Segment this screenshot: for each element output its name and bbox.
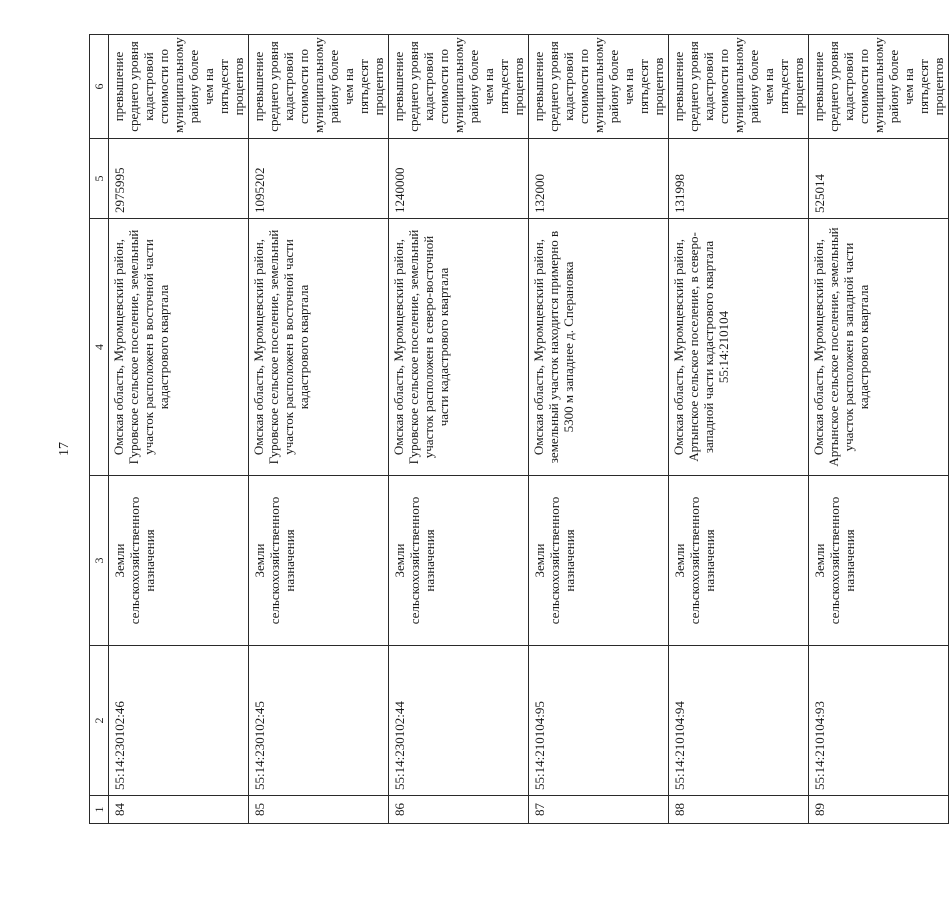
row-number: 84 — [109, 796, 249, 824]
cadastral-value: 2975995 — [109, 139, 249, 219]
plot-location: Омская область, Муромцевский район, земельный участок находится примерно в 5300 м западнее д. Сперановка — [529, 219, 669, 476]
land-category: Земли сельскохозяйственного назначения — [249, 476, 389, 646]
column-number: 1 — [90, 796, 109, 824]
cadastral-number: 55:14:210104:95 — [529, 646, 669, 796]
column-number: 3 — [90, 476, 109, 646]
cadastral-value: 1095202 — [249, 139, 389, 219]
cadastral-number: 55:14:230102:46 — [109, 646, 249, 796]
column-number-row — [90, 35, 109, 824]
cadastral-number: 55:14:210104:94 — [669, 646, 809, 796]
cadastral-value: 132000 — [529, 139, 669, 219]
revision-reason: превышение среднего уровня кадастровой стоимости по муниципальному району более чем на пятьдесят процентов — [249, 35, 389, 139]
column-number: 2 — [90, 646, 109, 796]
column-number: 5 — [90, 139, 109, 219]
table-row — [809, 35, 949, 824]
cadastral-value: 525014 — [809, 139, 949, 219]
cadastral-value: 131998 — [669, 139, 809, 219]
land-category: Земли сельскохозяйственного назначения — [809, 476, 949, 646]
cadastral-value: 1240000 — [389, 139, 529, 219]
page-number: 17 — [57, 442, 72, 456]
revision-reason: превышение среднего уровня кадастровой стоимости по муниципальному району более чем на пятьдесят процентов — [529, 35, 669, 139]
land-category: Земли сельскохозяйственного назначения — [669, 476, 809, 646]
land-category: Земли сельскохозяйственного назначения — [109, 476, 249, 646]
cadastral-number: 55:14:210104:93 — [809, 646, 949, 796]
land-plots-table — [89, 34, 949, 824]
row-number: 86 — [389, 796, 529, 824]
plot-location: Омская область, Муромцевский район, Гуровское сельское поселение, земельный участок расположен в восточной части кадастрового квартала — [109, 219, 249, 476]
revision-reason: превышение среднего уровня кадастровой стоимости по муниципальному району более чем на пятьдесят процентов — [669, 35, 809, 139]
row-number: 87 — [529, 796, 669, 824]
revision-reason: превышение среднего уровня кадастровой стоимости по муниципальному району более чем на пятьдесят процентов — [389, 35, 529, 139]
row-number: 88 — [669, 796, 809, 824]
cadastral-number: 55:14:230102:44 — [389, 646, 529, 796]
rotated-page-content — [89, 35, 946, 824]
table-row — [529, 35, 669, 824]
land-category: Земли сельскохозяйственного назначения — [389, 476, 529, 646]
table-row — [669, 35, 809, 824]
plot-location: Омская область, Муромцевский район, Гуровское сельское поселение, земельный участок расположен в восточной части кадастрового квартала — [249, 219, 389, 476]
column-number: 4 — [90, 219, 109, 476]
table-row — [389, 35, 529, 824]
land-category: Земли сельскохозяйственного назначения — [529, 476, 669, 646]
row-number: 89 — [809, 796, 949, 824]
plot-location: Омская область, Муромцевский район, Артынское сельское поселение, в северо-западной части кадастрового квартала 55:14:210104 — [669, 219, 809, 476]
column-number: 6 — [90, 35, 109, 139]
revision-reason: превышение среднего уровня кадастровой стоимости по муниципальному району более чем на пятьдесят процентов — [109, 35, 249, 139]
plot-location: Омская область, Муромцевский район, Артынское сельское поселение, земельный участок расположен в западной части кадастрового квартала — [809, 219, 949, 476]
table-row — [249, 35, 389, 824]
cadastral-number: 55:14:230102:45 — [249, 646, 389, 796]
revision-reason: превышение среднего уровня кадастровой стоимости по муниципальному району более чем на пятьдесят процентов — [809, 35, 949, 139]
table-row — [109, 35, 249, 824]
row-number: 85 — [249, 796, 389, 824]
plot-location: Омская область, Муромцевский район, Гуровское сельское поселение, земельный участок расположен в северо-восточной части кадастрового квартала — [389, 219, 529, 476]
